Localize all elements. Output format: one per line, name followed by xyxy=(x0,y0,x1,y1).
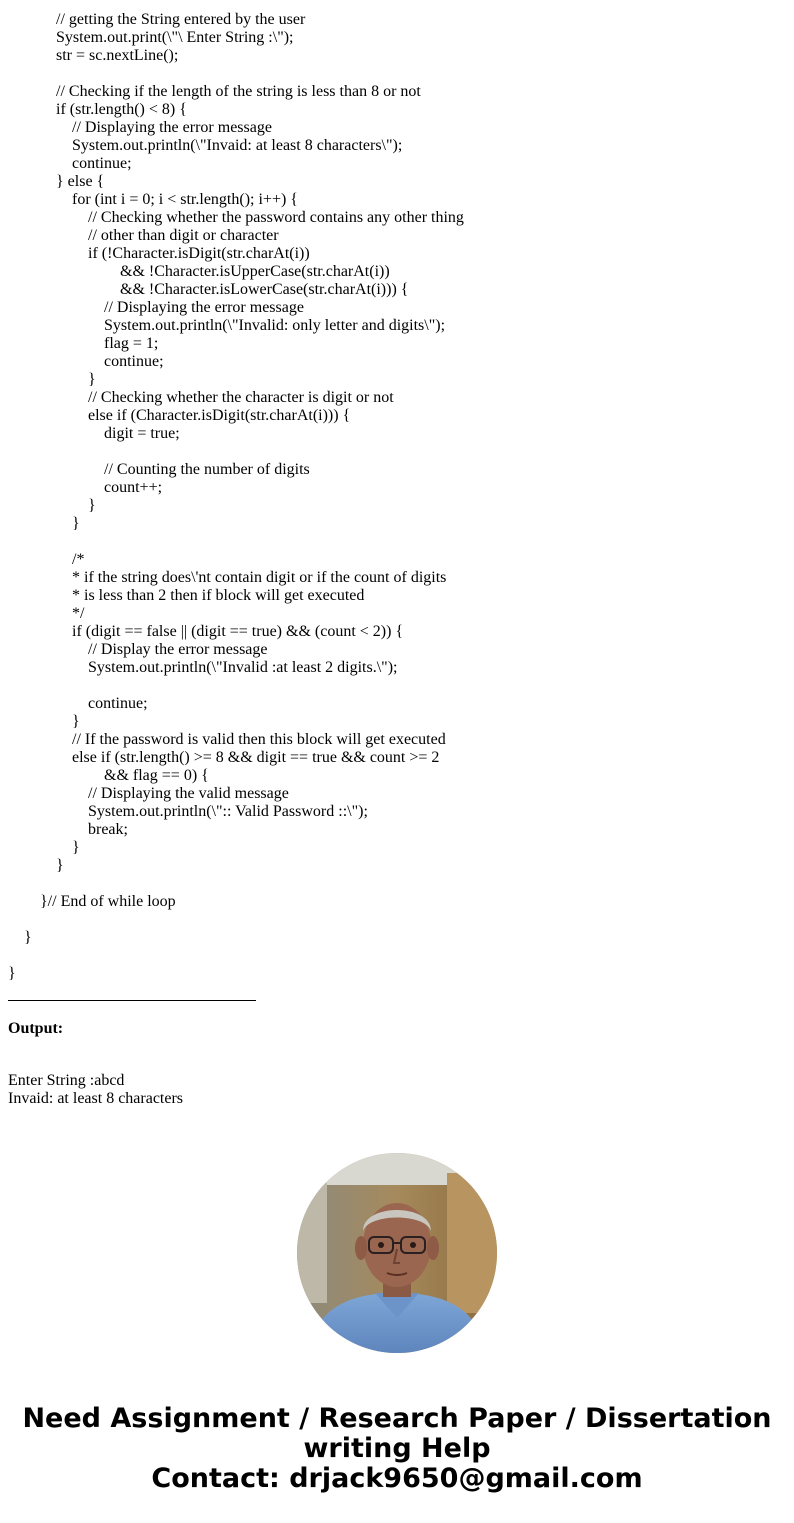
output-heading: Output: xyxy=(8,1020,64,1037)
code-line: // Checking whether the character is digit or not xyxy=(8,389,394,406)
code-line: } xyxy=(8,515,80,532)
code-line: */ xyxy=(8,605,85,622)
promo-line: Need Assignment / Research Paper / Dissertation xyxy=(22,1403,772,1434)
promo-line: writing Help xyxy=(303,1433,491,1464)
code-line: break; xyxy=(8,821,128,838)
code-line: * is less than 2 then if block will get executed xyxy=(8,587,365,604)
code-line: // Display the error message xyxy=(8,641,268,658)
code-line: }// End of while loop xyxy=(8,893,176,910)
code-line: } else { xyxy=(8,173,105,190)
code-line: continue; xyxy=(8,155,132,172)
code-line: } xyxy=(8,839,80,856)
output-line: Enter String :abcd xyxy=(8,1072,125,1089)
output-block xyxy=(8,1072,183,1108)
promo-footer xyxy=(0,1404,794,1494)
code-line: } xyxy=(8,929,32,946)
code-line: digit = true; xyxy=(8,425,180,442)
code-line: } xyxy=(8,965,16,982)
code-line: // Displaying the valid message xyxy=(8,785,289,802)
contact-line: Contact: drjack9650@gmail.com xyxy=(151,1463,643,1494)
code-line: if (str.length() < 8) { xyxy=(8,101,187,118)
code-line: for (int i = 0; i < str.length(); i++) { xyxy=(8,191,298,208)
section-divider xyxy=(8,1000,256,1001)
code-line: continue; xyxy=(8,695,148,712)
person-photo-icon xyxy=(297,1153,497,1353)
code-line: // Checking if the length of the string is less than 8 or not xyxy=(8,83,421,100)
code-line: /* xyxy=(8,551,85,568)
output-line: Invaid: at least 8 characters xyxy=(8,1090,184,1107)
code-line: && !Character.isUpperCase(str.charAt(i)) xyxy=(8,263,390,280)
code-line: continue; xyxy=(8,353,164,370)
code-line xyxy=(8,443,464,461)
code-line: count++; xyxy=(8,479,163,496)
code-line: System.out.println(\"Invaid: at least 8 characters\"); xyxy=(8,137,403,154)
code-line xyxy=(8,533,464,551)
code-line: // Displaying the error message xyxy=(8,119,272,136)
code-line: } xyxy=(8,857,64,874)
code-line xyxy=(8,947,464,965)
author-photo xyxy=(297,1153,497,1353)
code-line: else if (Character.isDigit(str.charAt(i))) { xyxy=(8,407,351,424)
code-listing xyxy=(8,11,464,983)
code-line: System.out.println(\"Invalid: only letter and digits\"); xyxy=(8,317,446,334)
code-line xyxy=(8,875,464,893)
code-line: // Displaying the error message xyxy=(8,299,304,316)
code-line: // other than digit or character xyxy=(8,227,279,244)
code-line xyxy=(8,911,464,929)
code-line: // getting the String entered by the user xyxy=(8,11,306,28)
code-line: System.out.println(\"Invalid :at least 2 digits.\"); xyxy=(8,659,398,676)
code-line: } xyxy=(8,497,96,514)
code-line: str = sc.nextLine(); xyxy=(8,47,179,64)
code-line: && !Character.isLowerCase(str.charAt(i))) { xyxy=(8,281,409,298)
code-line: flag = 1; xyxy=(8,335,159,352)
code-line: System.out.print(\"\ Enter String :\"); xyxy=(8,29,294,46)
code-line xyxy=(8,677,464,695)
code-line: * if the string does\'nt contain digit or if the count of digits xyxy=(8,569,447,586)
code-line xyxy=(8,65,464,83)
code-line: // Counting the number of digits xyxy=(8,461,310,478)
code-line: // Checking whether the password contains any other thing xyxy=(8,209,464,226)
code-line: if (digit == false || (digit == true) && (count < 2)) { xyxy=(8,623,404,640)
code-line: && flag == 0) { xyxy=(8,767,209,784)
code-line: } xyxy=(8,713,80,730)
code-line: System.out.println(\":: Valid Password ::\"); xyxy=(8,803,368,820)
code-line: if (!Character.isDigit(str.charAt(i)) xyxy=(8,245,310,262)
code-line: } xyxy=(8,371,96,388)
code-line: else if (str.length() >= 8 && digit == true && count >= 2 xyxy=(8,749,440,766)
code-line: // If the password is valid then this block will get executed xyxy=(8,731,446,748)
